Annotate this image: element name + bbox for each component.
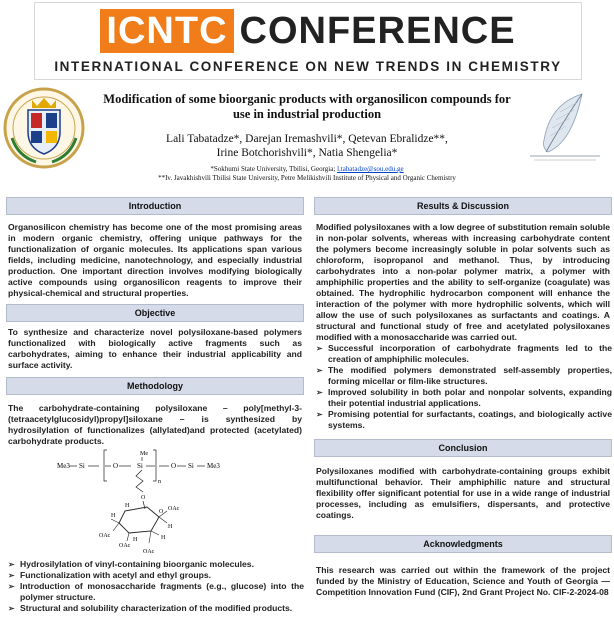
affiliation-1-text: *Sokhumi State University, Tbilisi, Georgia; <box>210 165 338 173</box>
authors-line-1: Lali Tabatadze*, Darejan Iremashvili*, Qetevan Ebralidze**, <box>166 133 448 145</box>
feather-quill-icon <box>520 90 610 166</box>
chem-h-3: H <box>133 537 138 543</box>
chem-n: n <box>158 479 161 485</box>
right-column <box>314 197 612 598</box>
university-coat-of-arms-icon <box>2 86 86 170</box>
chem-o-right: O <box>171 462 177 470</box>
conference-banner <box>34 2 582 80</box>
methodology-bullet: ➢ Structural and solubility characterization of the modified products. <box>20 603 304 614</box>
results-bullet: ➢ Successful incorporation of carbohydrate fragments led to the creation of amphiphilic molecules. <box>328 343 612 365</box>
chem-h-2: H <box>111 513 116 519</box>
methodology-bullet: ➢ Hydrosilylation of vinyl-containing bioorganic molecules. <box>20 559 304 570</box>
logo-icntc: ICNTC <box>100 9 233 53</box>
chem-oac-3: OAc <box>119 543 131 549</box>
author-email-link[interactable]: l.tabatadze@sou.edu.ge <box>337 165 404 173</box>
chem-me-top: Me <box>140 451 148 457</box>
results-bullet: ➢ The modified polymers demonstrated self-assembly properties, forming micellar or film-like structures. <box>328 365 612 387</box>
acknowledgments-heading: Acknowledgments <box>314 535 612 553</box>
methodology-bullets <box>6 559 304 614</box>
results-heading: Results & Discussion <box>314 197 612 215</box>
affiliation-2: **Iv. Javakhishvili Tbilisi State University, Petre Melikishvili Institute of Physical and Organic Chemistry <box>158 174 456 182</box>
chem-o-left: O <box>113 462 119 470</box>
introduction-text: Organosilicon chemistry has become one of the most promising areas in modern organic chemistry, offering unique pathways for the functionalization of organic molecules. Its applications span various fields, including medicine, nanotechnology, and especially industrial production. One important direction involves modifying biologically active compounds using organosilicon reagents to improve their physical-chemical and structural properties. <box>8 222 302 298</box>
chem-me3-left: Me3 <box>57 462 70 470</box>
poster-title-block <box>100 92 514 183</box>
chem-h-1: H <box>168 524 173 530</box>
conclusion-heading: Conclusion <box>314 439 612 457</box>
chem-oac-2: OAc <box>99 533 111 539</box>
chem-oac-4: OAc <box>143 549 155 555</box>
affiliation-1 <box>100 165 514 174</box>
results-bullets <box>314 343 612 431</box>
logo-conference-word: CONFERENCE <box>239 10 516 52</box>
methodology-heading: Methodology <box>6 377 304 395</box>
chem-si-center: Si <box>137 462 143 470</box>
conclusion-text: Polysiloxanes modified with carbohydrate-containing groups exhibit multifunctional behavior. Their amphiphilic nature and structural flexibility offer significant potential for use in a wide range of industrial processes, including as emulsifiers, dispersants, and protective coatings. <box>316 466 610 520</box>
affiliations <box>100 165 514 183</box>
results-text: Modified polysiloxanes with a low degree of substitution remain soluble in non-polar solvents, whereas with increasing carbohydrate content the polymers become increasingly soluble in polar solvents such as chloroform, isopropanol and methanol. Thus, by introducing carbohydrates into a non-polar polymer matrix, a polymer with amphiphilic properties and the ability to self-organize (coagulate) was obtained. The hydrophilic hydrocarbon component will enhance the interaction of the polymer with more hydrophilic solvents, which will allow the use of such polysiloxanes as surfactants and coatings. A structural and functional study of free and acetylated polysiloxanes modified with a monosaccharide was carried out. <box>316 222 610 342</box>
chem-si-right: Si <box>188 462 194 470</box>
conference-logo <box>35 9 581 55</box>
authors <box>100 132 514 160</box>
chem-si-left: Si <box>79 462 85 470</box>
chem-h-4: H <box>161 535 166 541</box>
chem-oac-1: OAc <box>168 506 180 512</box>
chemical-structure-diagram <box>55 447 255 559</box>
chem-h-5: H <box>125 503 130 509</box>
introduction-heading: Introduction <box>6 197 304 215</box>
conference-subtitle: INTERNATIONAL CONFERENCE ON NEW TRENDS IN CHEMISTRY <box>54 59 562 74</box>
results-bullet: ➢ Improved solubility in both polar and nonpolar solvents, expanding their potential industrial applications. <box>328 387 612 409</box>
methodology-bullet: ➢ Introduction of monosaccharide fragments (e.g., glucose) into the polymer structure. <box>20 581 304 603</box>
objective-heading: Objective <box>6 304 304 322</box>
results-bullet: ➢ Promising potential for surfactants, coatings, and biologically active systems. <box>328 409 612 431</box>
chem-o-ring: O <box>159 509 164 515</box>
methodology-bullet: ➢ Functionalization with acetyl and ethyl groups. <box>20 570 304 581</box>
chem-me3-right: Me3 <box>207 462 220 470</box>
left-column <box>6 197 304 614</box>
methodology-text: The carbohydrate-containing polysiloxane – poly[methyl-3-(tetraacetylglucosidyl)propyl]siloxane – is synthesized by hydrosilylation of functionalizes (allylated)and protected (acetylated) carbohydrate products. <box>8 403 302 446</box>
objective-text: To synthesize and characterize novel polysiloxane-based polymers functionalized with biologically active fragments such as carbohydrates, aiming to enhance their industrial applicability and surface activity. <box>8 327 302 370</box>
poster-title: Modification of some bioorganic products with organosilicon compounds for use in industrial production <box>103 92 511 121</box>
acknowledgments-text: This research was carried out within the framework of the project funded by the Ministry of Education, Science and Youth of Georgia — Competition Innovation Fund (CIF), 2nd Grant Project No. CIF-2-2024-08 <box>316 565 610 597</box>
chem-o-link: O <box>141 495 146 501</box>
authors-line-2: Irine Botchorishvili*, Natia Shengelia* <box>216 147 398 159</box>
